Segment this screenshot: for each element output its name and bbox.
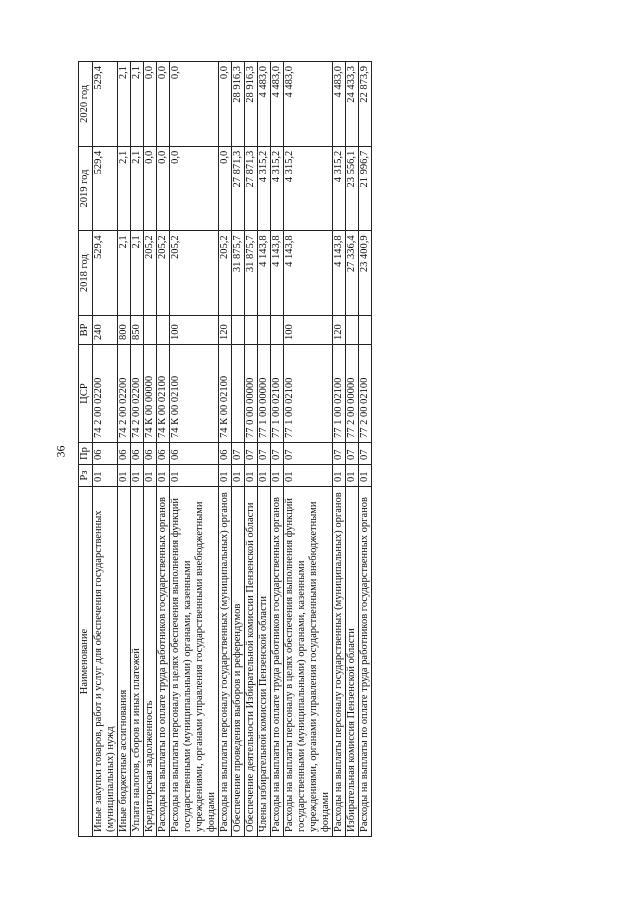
- table-row: [284, 62, 333, 837]
- cell-rz: 01: [258, 465, 271, 487]
- cell-pr: 07: [271, 443, 284, 465]
- table-row: [232, 62, 245, 837]
- cell-pr: 06: [131, 443, 144, 465]
- cell-csr: 74 К 00 02100: [170, 345, 219, 443]
- cell-2020: 0,0: [219, 62, 232, 147]
- cell-csr: 74 2 00 02200: [118, 345, 131, 443]
- table-row: [359, 62, 372, 837]
- page-number: 36: [53, 445, 68, 458]
- cell-2018: 2,1: [131, 231, 144, 316]
- cell-name: Обеспечение проведения выборов и референдумов: [232, 487, 245, 837]
- table-row: [131, 62, 144, 837]
- cell-csr: 74 2 00 02200: [131, 345, 144, 443]
- cell-csr: 77 0 00 00000: [245, 345, 258, 443]
- cell-rz: 01: [118, 465, 131, 487]
- cell-csr: 74 К 00 02100: [157, 345, 170, 443]
- cell-rz: 01: [359, 465, 372, 487]
- header-pr: Пр: [79, 443, 93, 465]
- cell-csr: 77 1 00 00000: [258, 345, 271, 443]
- cell-2019: 23 556,1: [346, 146, 359, 231]
- cell-name: Расходы на выплаты по оплате труда работников государственных органов: [359, 487, 372, 837]
- cell-rz: 01: [157, 465, 170, 487]
- cell-2019: 4 315,2: [271, 146, 284, 231]
- cell-csr: 74 К 00 00000: [144, 345, 157, 443]
- cell-vr: 120: [333, 316, 346, 345]
- cell-2019: 4 315,2: [258, 146, 271, 231]
- cell-vr: [359, 316, 372, 345]
- header-name: Наименование: [79, 487, 93, 837]
- rotated-table-container: [78, 62, 523, 837]
- cell-2019: 0,0: [144, 146, 157, 231]
- header-2020: 2020 год: [79, 62, 93, 147]
- cell-rz: 01: [131, 465, 144, 487]
- cell-csr: 77 2 00 02100: [359, 345, 372, 443]
- table-row: [144, 62, 157, 837]
- cell-pr: 06: [157, 443, 170, 465]
- cell-name: Расходы на выплаты персоналу в целях обеспечения выполнения функций государственными (муниципальными) органами, казенными учреждениями, органами управления государственными внебюджетными фондами: [170, 487, 219, 837]
- cell-2020: 28 916,3: [245, 62, 258, 147]
- cell-2019: 27 871,3: [232, 146, 245, 231]
- header-rz: Рз: [79, 465, 93, 487]
- cell-rz: 01: [346, 465, 359, 487]
- cell-2019: 2,1: [131, 146, 144, 231]
- table-row: [245, 62, 258, 837]
- table-body: [93, 62, 372, 837]
- cell-pr: 06: [144, 443, 157, 465]
- cell-2019: 0,0: [170, 146, 219, 231]
- cell-pr: 07: [359, 443, 372, 465]
- cell-vr: 240: [93, 316, 118, 345]
- cell-vr: [271, 316, 284, 345]
- cell-2020: 24 433,3: [346, 62, 359, 147]
- cell-rz: 01: [232, 465, 245, 487]
- cell-csr: 74 К 00 02100: [219, 345, 232, 443]
- cell-name: Расходы на выплаты персоналу государственных (муниципальных) органов: [219, 487, 232, 837]
- cell-2020: 0,0: [144, 62, 157, 147]
- cell-2018: 4 143,8: [284, 231, 333, 316]
- cell-2020: 4 483,0: [271, 62, 284, 147]
- cell-2020: 4 483,0: [284, 62, 333, 147]
- header-2018: 2018 год: [79, 231, 93, 316]
- cell-2020: 4 483,0: [333, 62, 346, 147]
- table-row: [118, 62, 131, 837]
- cell-csr: 77 1 00 02100: [333, 345, 346, 443]
- cell-pr: 07: [258, 443, 271, 465]
- cell-name: Уплата налогов, сборов и иных платежей: [131, 487, 144, 837]
- table-row: [157, 62, 170, 837]
- cell-csr: [232, 345, 245, 443]
- cell-2020: 0,0: [157, 62, 170, 147]
- table-row: [93, 62, 118, 837]
- cell-2019: 2,1: [118, 146, 131, 231]
- cell-2020: 4 483,0: [258, 62, 271, 147]
- cell-vr: 100: [284, 316, 333, 345]
- header-vr: ВР: [79, 316, 93, 345]
- cell-2018: 2,1: [118, 231, 131, 316]
- cell-pr: 07: [284, 443, 333, 465]
- cell-2018: 4 143,8: [333, 231, 346, 316]
- cell-name: Обеспечение деятельности Избирательной комиссии Пензенской области: [245, 487, 258, 837]
- cell-csr: 77 2 00 00000: [346, 345, 359, 443]
- cell-pr: 07: [333, 443, 346, 465]
- cell-2018: 205,2: [170, 231, 219, 316]
- cell-2019: 529,4: [93, 146, 118, 231]
- table-row: [271, 62, 284, 837]
- budget-table: [78, 61, 372, 837]
- cell-pr: 07: [245, 443, 258, 465]
- cell-vr: 120: [219, 316, 232, 345]
- table-header-row: [79, 62, 93, 837]
- table-row: [258, 62, 271, 837]
- cell-vr: 100: [170, 316, 219, 345]
- cell-rz: 01: [333, 465, 346, 487]
- cell-rz: 01: [245, 465, 258, 487]
- cell-csr: 77 1 00 02100: [284, 345, 333, 443]
- cell-2020: 0,0: [170, 62, 219, 147]
- cell-2019: 0,0: [157, 146, 170, 231]
- cell-name: Расходы на выплаты персоналу государственных (муниципальных) органов: [333, 487, 346, 837]
- cell-rz: 01: [170, 465, 219, 487]
- cell-rz: 01: [93, 465, 118, 487]
- cell-2019: 4 315,2: [333, 146, 346, 231]
- cell-2018: 4 143,8: [271, 231, 284, 316]
- cell-2020: 2,1: [131, 62, 144, 147]
- cell-rz: 01: [144, 465, 157, 487]
- cell-rz: 01: [219, 465, 232, 487]
- cell-vr: [157, 316, 170, 345]
- cell-pr: 07: [346, 443, 359, 465]
- table-row: [333, 62, 346, 837]
- cell-rz: 01: [284, 465, 333, 487]
- table-row: [170, 62, 219, 837]
- cell-pr: 07: [232, 443, 245, 465]
- cell-2018: 529,4: [93, 231, 118, 316]
- cell-2019: 4 315,2: [284, 146, 333, 231]
- header-2019: 2019 год: [79, 146, 93, 231]
- cell-name: Кредиторская задолженность: [144, 487, 157, 837]
- cell-2018: 27 336,4: [346, 231, 359, 316]
- cell-vr: [232, 316, 245, 345]
- cell-2018: 205,2: [144, 231, 157, 316]
- cell-name: Иные бюджетные ассигнования: [118, 487, 131, 837]
- cell-2019: 21 996,7: [359, 146, 372, 231]
- cell-vr: 800: [118, 316, 131, 345]
- cell-2019: 27 871,3: [245, 146, 258, 231]
- cell-2018: 31 875,7: [245, 231, 258, 316]
- cell-2018: 31 875,7: [232, 231, 245, 316]
- cell-name: Расходы на выплаты по оплате труда работников государственных органов: [271, 487, 284, 837]
- cell-2018: 205,2: [219, 231, 232, 316]
- header-csr: ЦСР: [79, 345, 93, 443]
- cell-vr: [245, 316, 258, 345]
- cell-vr: 850: [131, 316, 144, 345]
- table-row: [346, 62, 359, 837]
- cell-2020: 28 916,3: [232, 62, 245, 147]
- cell-name: Избирательная комиссия Пензенской области: [346, 487, 359, 837]
- cell-name: Иные закупки товаров, работ и услуг для обеспечения государственных (муниципальных) нужд: [93, 487, 118, 837]
- cell-vr: [258, 316, 271, 345]
- cell-2018: 4 143,8: [258, 231, 271, 316]
- cell-vr: [144, 316, 157, 345]
- cell-2018: 205,2: [157, 231, 170, 316]
- cell-2018: 23 400,9: [359, 231, 372, 316]
- cell-2020: 2,1: [118, 62, 131, 147]
- cell-csr: 77 1 00 02100: [271, 345, 284, 443]
- cell-name: Расходы на выплаты по оплате труда работников государственных органов: [157, 487, 170, 837]
- cell-2019: 0,0: [219, 146, 232, 231]
- cell-pr: 06: [170, 443, 219, 465]
- cell-vr: [346, 316, 359, 345]
- cell-name: Члены избирательной комиссии Пензенской области: [258, 487, 271, 837]
- cell-pr: 06: [93, 443, 118, 465]
- cell-2020: 22 873,9: [359, 62, 372, 147]
- cell-csr: 74 2 00 02200: [93, 345, 118, 443]
- table-row: [219, 62, 232, 837]
- cell-name: Расходы на выплаты персоналу в целях обеспечения выполнения функций государственными (муниципальными) органами, казенными учреждениями, органами управления государственными внебюджетными фондами: [284, 487, 333, 837]
- cell-2020: 529,4: [93, 62, 118, 147]
- cell-pr: 06: [219, 443, 232, 465]
- cell-pr: 06: [118, 443, 131, 465]
- cell-rz: 01: [271, 465, 284, 487]
